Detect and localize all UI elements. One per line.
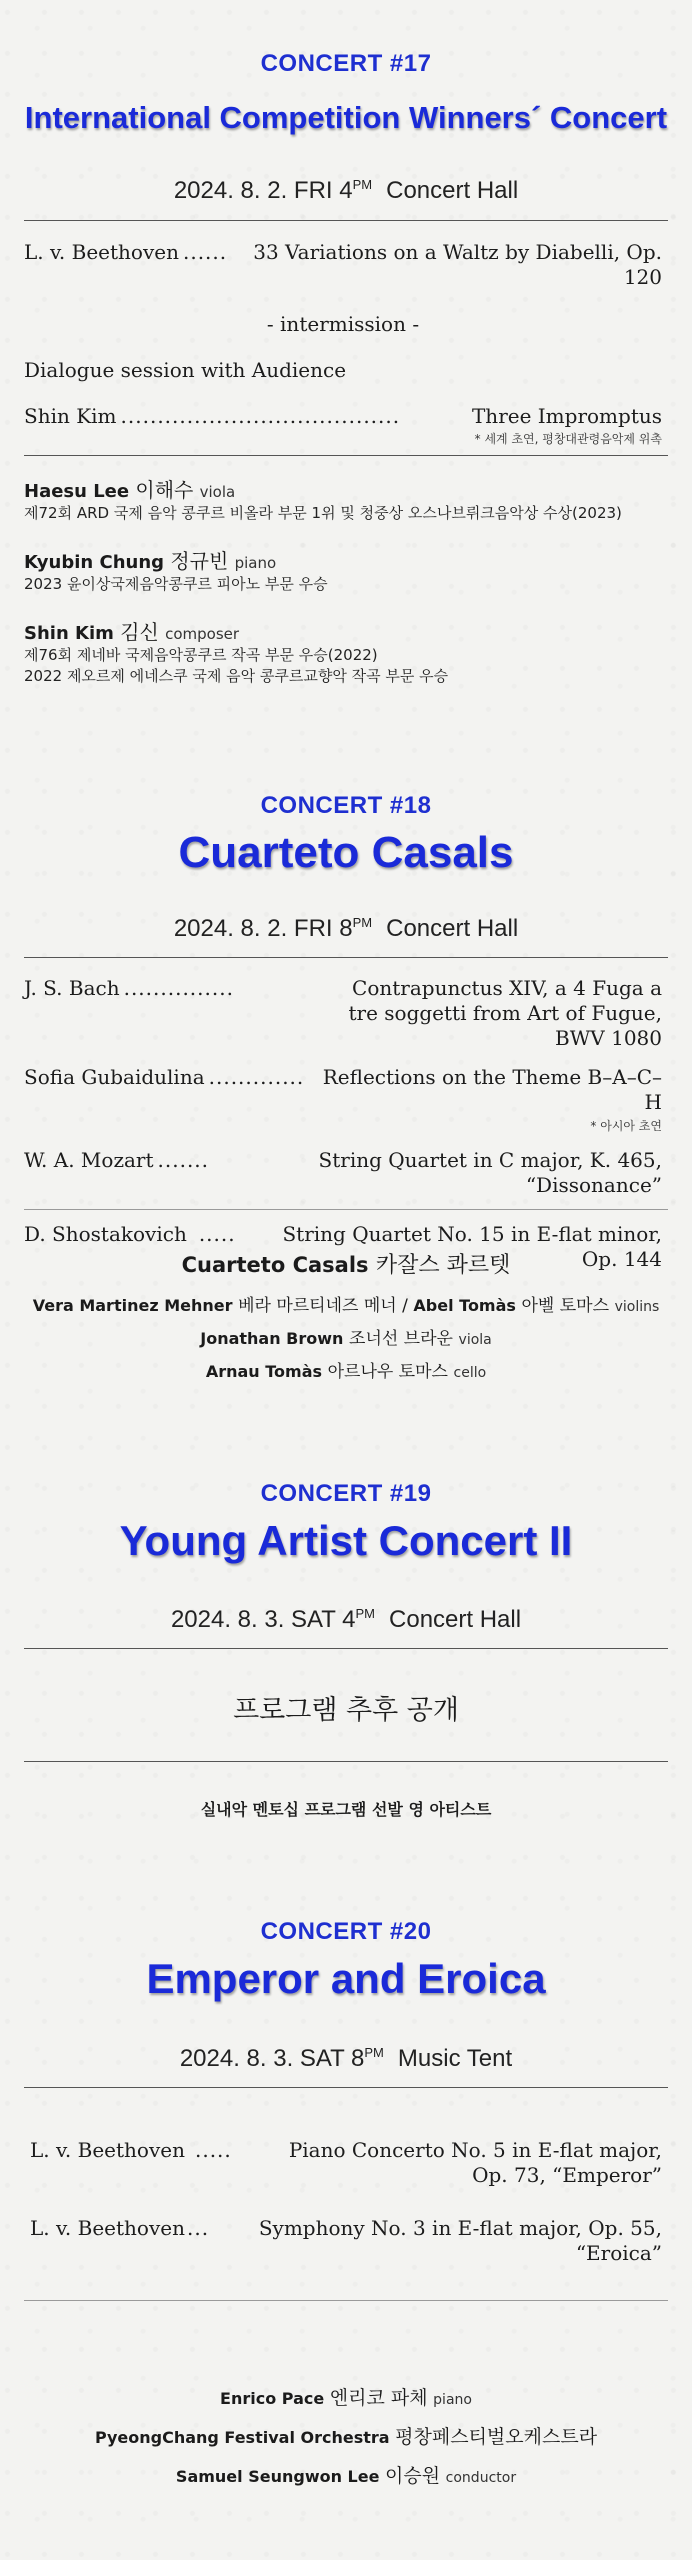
dot-leader: ...................................... xyxy=(120,404,401,428)
dot-leader: ....... xyxy=(157,1148,210,1172)
performer-name: PyeongChang Festival Orchestra xyxy=(94,2428,390,2447)
dot-leader: ... xyxy=(186,2216,210,2240)
venue-text: Concert Hall xyxy=(386,915,519,942)
program-item xyxy=(24,404,662,428)
performer-name-ko: 정규빈 xyxy=(170,548,229,573)
performer-instrument: viola xyxy=(199,483,236,501)
program-item xyxy=(24,1065,662,1115)
dot-leader: ...... xyxy=(182,240,228,264)
pm-mark: PM xyxy=(364,2045,384,2060)
ensemble-info xyxy=(0,1248,692,1382)
performer-name-ko: 베라 마르티네즈 메너 / xyxy=(238,1296,408,1316)
performer-name: Kyubin Chung xyxy=(24,551,165,573)
divider xyxy=(24,2300,668,2301)
performer xyxy=(24,474,668,525)
intermission: - intermission - xyxy=(266,312,420,336)
performer-name: Shin Kim xyxy=(24,622,114,644)
performer-instrument: piano xyxy=(234,553,277,572)
divider xyxy=(24,957,668,958)
concert-date xyxy=(0,915,692,943)
divider xyxy=(24,1209,668,1210)
concert-subtitle: 실내악 멘토십 프로그램 선발 영 아티스트 xyxy=(200,1800,492,1819)
performer-instrument: violins xyxy=(614,1299,660,1315)
divider xyxy=(24,1648,668,1649)
premiere-note: * 세계 초연, 평창대관령음악제 위촉 xyxy=(474,432,662,446)
divider xyxy=(24,220,668,221)
program-item xyxy=(30,2216,662,2266)
performer-list xyxy=(0,2383,692,2488)
performer-desc: 제72회 ARD 국제 음악 콩쿠르 비올라 부문 1위 및 청중상 오스나브뤼크음악상 수상(2023) xyxy=(24,504,622,522)
concert-number: CONCERT #19 xyxy=(260,1480,432,1507)
work-title: String Quartet No. 15 in E-flat minor, Op. 144 xyxy=(282,1222,662,1271)
composer: L. v. Beethoven xyxy=(24,240,179,264)
venue-text: Concert Hall xyxy=(386,177,519,204)
performer-name-ko: 평창페스티벌오케스트라 xyxy=(395,2426,598,2448)
work-title: Piano Concerto No. 5 in E-flat major, Op. 73, “Emperor” xyxy=(288,2138,662,2187)
dialogue-session: Dialogue session with Audience xyxy=(24,358,347,382)
divider xyxy=(24,455,668,456)
performer xyxy=(24,616,668,689)
work-title: Three Impromptus xyxy=(471,404,662,428)
performer-name: Samuel Seungwon Lee xyxy=(175,2467,380,2486)
concert-date xyxy=(0,177,692,205)
date-text: 2024. 8. 3. SAT 4 xyxy=(170,1606,356,1633)
performer-desc: 2022 제오르제 에네스쿠 국제 음악 콩쿠르교향악 작곡 부문 우승 xyxy=(24,667,449,686)
concert-title: Young Artist Concert II xyxy=(119,1517,573,1564)
composer: L. v. Beethoven xyxy=(30,2216,185,2240)
performer-name: Haesu Lee xyxy=(24,481,130,502)
concert-title: Emperor and Eroica xyxy=(146,1955,546,2002)
date-text: 2024. 8. 2. FRI 4 xyxy=(173,177,353,204)
performer-name: Jonathan Brown xyxy=(200,1329,344,1348)
dot-leader: ............... xyxy=(123,976,234,1000)
concert-date xyxy=(0,1606,692,1634)
performer-instrument: composer xyxy=(165,624,240,643)
ensemble-name-ko: 카잘스 콰르텟 xyxy=(375,1253,511,1278)
dot-leader: ..... xyxy=(194,2138,232,2162)
divider xyxy=(24,2087,668,2088)
program-tba: 프로그램 추후 공개 xyxy=(233,1695,459,1726)
premiere-note: * 아시아 초연 xyxy=(590,1119,662,1133)
performer-name: Vera Martinez Mehner xyxy=(32,1296,233,1315)
performer-name-ko: 이해수 xyxy=(135,478,194,502)
concert-date xyxy=(0,2045,692,2073)
performer xyxy=(24,545,668,596)
composer: W. A. Mozart xyxy=(24,1148,154,1172)
concert-title: Cuarteto Casals xyxy=(178,828,514,877)
venue-text: Music Tent xyxy=(397,2045,513,2072)
performer-instrument: cello xyxy=(453,1365,487,1381)
dot-leader: ..... xyxy=(198,1222,236,1246)
performer-name-ko: 엔리코 파체 xyxy=(329,2387,428,2409)
concert-number: CONCERT #17 xyxy=(260,50,432,77)
performer-list xyxy=(24,474,668,688)
dot-leader: ............. xyxy=(208,1065,305,1089)
composer: Sofia Gubaidulina xyxy=(24,1065,205,1089)
concert-number: CONCERT #18 xyxy=(260,792,432,819)
performer-name: Arnau Tomàs xyxy=(205,1362,323,1381)
venue-text: Concert Hall xyxy=(389,1606,522,1633)
program-list xyxy=(24,240,662,447)
performer-name: Abel Tomàs xyxy=(413,1296,516,1315)
ensemble-name: Cuarteto Casals xyxy=(181,1253,369,1277)
composer: J. S. Bach xyxy=(24,976,120,1000)
program-list xyxy=(30,2138,662,2266)
performer-name-ko: 김신 xyxy=(120,619,159,644)
divider xyxy=(24,1761,668,1762)
pm-mark: PM xyxy=(352,177,373,192)
pm-mark: PM xyxy=(352,915,373,930)
work-title: Symphony No. 3 in E-flat major, Op. 55, “Eroica” xyxy=(258,2216,662,2265)
date-text: 2024. 8. 2. FRI 8 xyxy=(173,915,353,942)
performer-desc: 제76회 제네바 국제음악콩쿠르 작곡 부문 우승(2022) xyxy=(24,645,378,664)
performer-name: Enrico Pace xyxy=(220,2389,325,2408)
program-item xyxy=(30,2138,662,2188)
performer-instrument: conductor xyxy=(445,2470,517,2486)
composer: Shin Kim xyxy=(24,404,117,428)
performer-name-ko: 조너선 브라운 xyxy=(349,1329,453,1349)
work-title: 33 Variations on a Waltz by Diabelli, Op. 120 xyxy=(253,240,662,289)
concert-title: International Competition Winners´ Concert xyxy=(24,100,668,135)
work-title: Reflections on the Theme B–A–C–H xyxy=(322,1065,662,1114)
program-item xyxy=(24,240,662,290)
pm-mark: PM xyxy=(355,1606,376,1621)
date-text: 2024. 8. 3. SAT 8 xyxy=(179,2045,365,2072)
performer-desc: 2023 윤이상국제음악콩쿠르 피아노 부문 우승 xyxy=(24,574,328,593)
performer-name-ko: 아벨 토마스 xyxy=(521,1296,610,1316)
work-title: Contrapunctus XIV, a 4 Fuga a tre soggetti from Art of Fugue, BWV 1080 xyxy=(348,976,662,1050)
work-title: String Quartet in C major, K. 465, “Dissonance” xyxy=(318,1148,662,1197)
composer: D. Shostakovich xyxy=(24,1222,187,1246)
program-item xyxy=(24,976,662,1051)
concert-number: CONCERT #20 xyxy=(260,1918,432,1945)
performer-instrument: piano xyxy=(433,2392,472,2408)
performer-instrument: viola xyxy=(458,1332,492,1348)
program-item xyxy=(24,1148,662,1198)
performer-name-ko: 이승원 xyxy=(385,2465,441,2487)
program-list xyxy=(24,976,662,1272)
composer: L. v. Beethoven xyxy=(30,2138,185,2162)
performer-name-ko: 아르나우 토마스 xyxy=(327,1362,448,1382)
